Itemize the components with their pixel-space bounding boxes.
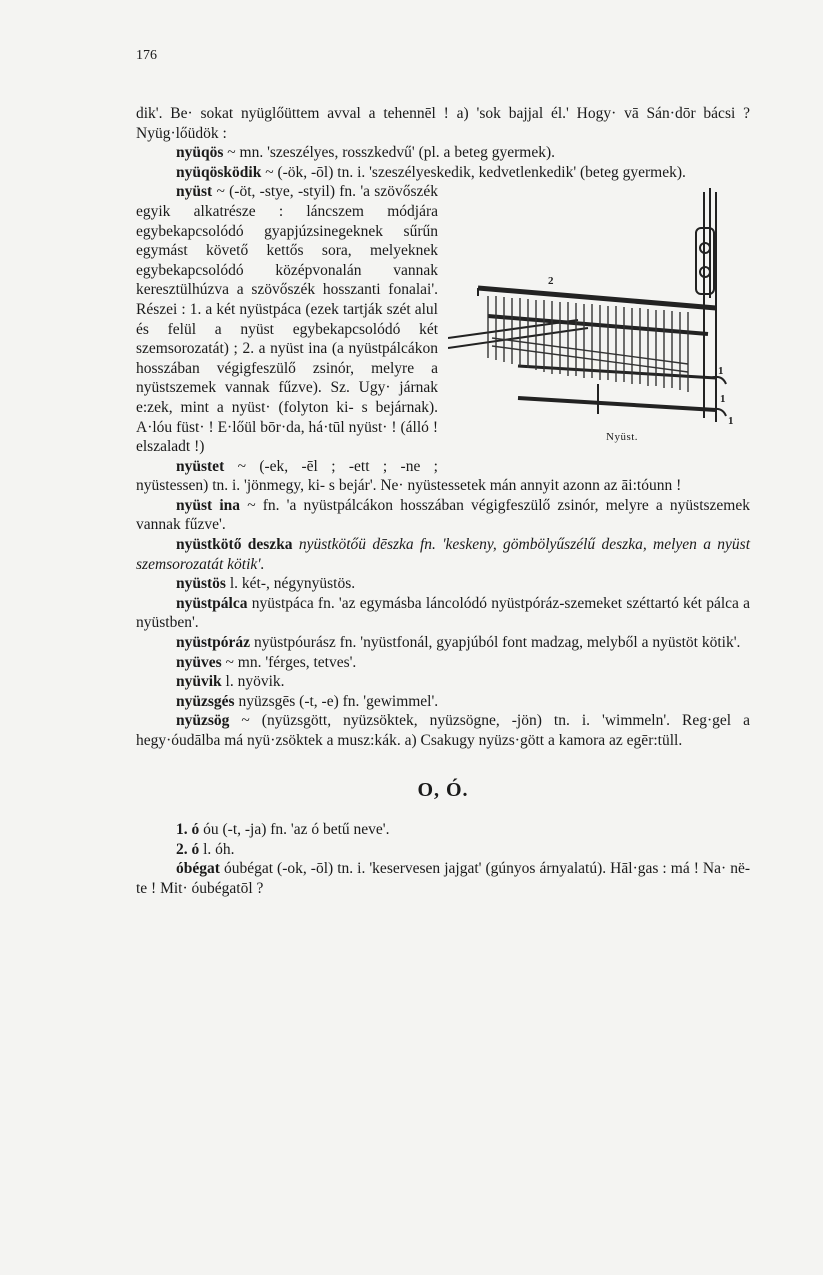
headword: nyüstkötő deszka (176, 536, 293, 554)
entry-text: óu (-t, -ja) fn. 'az ó betű neve'. (199, 821, 390, 839)
entry-text: l. két-, négynyüstös. (225, 575, 356, 593)
headword: 2. ó (176, 840, 200, 858)
entry-text: ~ (-öt, -stye, -styil) fn. 'a szövőszék egyik alkatrésze : láncszem módjára egybekapcsolódó gyapjúzsinegeknek sűrűn egymást követő kettős sora, melyeknek egybekapcsolódó középvonalán vannak keresztülhúzva a szövőszék hosszanti fonalai'. Részei : 1. a két nyüstpáca (ezek tartják szét alul és felül a nyüst egybekapcsolódó két szemsorozatát) ; 2. a nyüst ina (a nyüstpálcákon hosszában végigfeszülő zsinór, melyre a nyüstszemek vannak fűzve). Sz. Ugy· járnak e:zek, mint a nyüst· (folyton ki- s bejárnak). A·lóu füst· ! E·lőül bōr·da, há·tūl nyüst· ! (álló ! elszaladt !) (136, 183, 438, 456)
headword: nyüst ina (176, 496, 241, 514)
o-entry-2 (136, 859, 750, 898)
dictionary-column (136, 104, 750, 899)
entry-text: ~ mn. 'férges, tetves'. (221, 653, 357, 671)
entry-8 (136, 692, 750, 712)
entry-text: ~ fn. 'a nyüstpálcákon hosszában végigfeszülő zsinór, melyre a nyüstszemek vannak fűzve'. (136, 496, 750, 534)
entry-1 (136, 496, 750, 535)
svg-text:1: 1 (728, 415, 734, 428)
entry-nyugoskodik (136, 163, 750, 183)
figure-caption: Nyüst. (606, 431, 639, 444)
entry-text: nyüstkötőü dēszka fn. 'keskeny, gömbölyűszélű deszka, melyen a nyüst szemsorozatát kötik'. (136, 536, 750, 573)
entry-7 (136, 672, 750, 692)
entry-text: ~ (-ök, -ōl) tn. i. 'szeszélyeskedik, kedvetlenkedik' (beteg gyermek). (261, 163, 686, 181)
warp-threads (488, 296, 688, 392)
headword: óbégat (176, 860, 220, 878)
entry-4 (136, 594, 750, 633)
headword: nyüzsgés (176, 692, 235, 710)
headword: nyüzsög (176, 712, 230, 730)
headword: nyüqös (176, 144, 224, 162)
entry-text: nyüstpáca fn. 'az egymásba láncolódó nyüstpóráz-szemeket széttartó két pálca a nyüstben'. (136, 594, 750, 632)
headword: nyüvik (176, 673, 222, 691)
loom-figure (448, 188, 750, 470)
svg-text:2: 2 (548, 275, 554, 288)
headword: nyüstpóráz (176, 634, 251, 652)
entry-text: l. nyövik. (221, 673, 285, 691)
o-entry-1 (136, 840, 750, 860)
headword: nyüstpálca (176, 594, 248, 612)
page-number: 176 (136, 48, 157, 63)
entry-3 (136, 574, 750, 594)
svg-text:1: 1 (720, 393, 726, 406)
entry-9 (136, 711, 750, 750)
entry-text: nyüstpóurász fn. 'nyüstfonál, gyapjúból font madzag, melyből a nyüstöt kötik'. (250, 634, 741, 652)
entry-text: ~ (-ek, -ēl ; -ett ; -ne ; nyüstessen) tn. i. 'jönmegy, ki- s bejár'. Ne· nyüstessetek mán annyit azonn az āi:tóunn ! (136, 457, 682, 495)
entry-5 (136, 633, 750, 653)
entry-nyust (136, 182, 750, 456)
entry-continuation: dik'. Be· sokat nyüglőüttem avval a tehennēl ! a) 'sok bajjal él.' Hogy· vā Sán·dōr bácsi ? Nyüg·lőüdök : (136, 105, 750, 142)
entry-text: óubégat (-ok, -ōl) tn. i. 'keservesen jajgat' (gúnyos árnyalatú). Hāl·gas : má ! Na· në-te ! Mit· óubégatōl ? (136, 860, 750, 897)
section-heading: O, Ó. (417, 778, 469, 801)
entry-6 (136, 653, 750, 673)
entry-text: l. óh. (199, 840, 235, 858)
entry-text: ~ mn. 'szeszélyes, rosszkedvű' (pl. a beteg gyermek). (223, 144, 556, 162)
headword: nyüstet (176, 457, 225, 475)
svg-text:1: 1 (718, 365, 724, 378)
headword: 1. ó (176, 821, 200, 839)
entry-2 (136, 535, 750, 574)
entry-nyugos (136, 143, 750, 163)
entry-text: ~ (nyüzsgött, nyüzsöktek, nyüzsögne, -jön) tn. i. 'wimmeln'. Reg·gel a hegy·óudālba má nyü·zsöktek a musz:kák. a) Csakugy nyüzs·gött a kamora az egēr:tüll. (136, 712, 750, 749)
o-entry-0 (136, 820, 750, 840)
headword: nyüstös (176, 575, 226, 593)
headword: nyüst (176, 183, 213, 201)
entry-text: nyüzsgēs (-t, -e) fn. 'gewimmel'. (234, 692, 439, 710)
headword: nyüqösködik (176, 163, 262, 181)
headword: nyüves (176, 653, 222, 671)
